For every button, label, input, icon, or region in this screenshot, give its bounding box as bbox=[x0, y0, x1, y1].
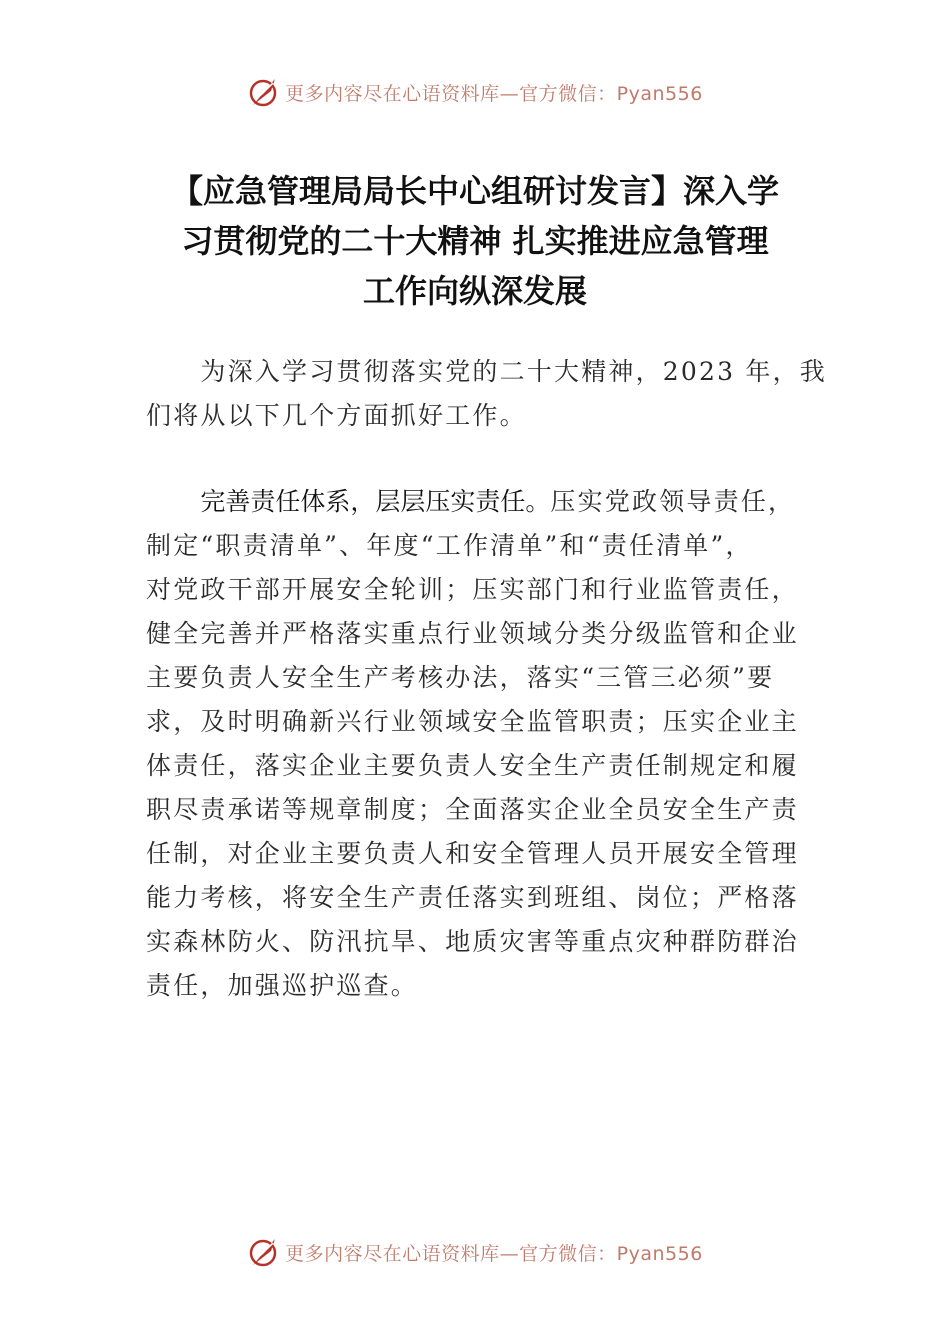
document-title bbox=[120, 166, 830, 316]
responsibility-paragraph bbox=[146, 480, 806, 1008]
paragraph-line: 们将从以下几个方面抓好工作。 bbox=[146, 401, 527, 430]
paragraph-line: 任制，对企业主要负责人和安全管理人员开展安全管理 bbox=[146, 839, 799, 868]
paragraph-line: 为深入学习贯彻落实党的二十大精神，2023 年，我 bbox=[146, 357, 827, 386]
footer-banner bbox=[0, 1232, 950, 1272]
paragraph-line: 健全完善并严格落实重点行业领域分类分级监管和企业 bbox=[146, 619, 799, 648]
banner-label: 更多内容尽在心语资料库—官方微信： bbox=[285, 82, 617, 105]
paragraph-line: 对党政干部开展安全轮训；压实部门和行业监管责任， bbox=[146, 575, 799, 604]
title-line: 工作向纵深发展 bbox=[362, 272, 587, 310]
paragraph-line: 实森林防火、防汛抗旱、地质灾害等重点灾种群防群治 bbox=[146, 927, 799, 956]
paragraph-line: 责任，加强巡护巡查。 bbox=[146, 971, 419, 1000]
quill-logo-icon bbox=[247, 75, 281, 109]
paragraph-line: 制定“职责清单”、年度“工作清单”和“责任清单”， bbox=[146, 531, 753, 560]
banner-wechat: Pyan556 bbox=[616, 82, 703, 105]
banner-text bbox=[285, 79, 703, 106]
title-line: 习贯彻党的二十大精神 扎实推进应急管理 bbox=[181, 222, 769, 260]
paragraph-line: 主要负责人安全生产考核办法，落实“三管三必须”要 bbox=[146, 663, 775, 692]
header-banner bbox=[0, 72, 950, 112]
paragraph-line: 职尽责承诺等规章制度；全面落实企业全员安全生产责 bbox=[146, 795, 799, 824]
paragraph-line: 能力考核，将安全生产责任落实到班组、岗位；严格落 bbox=[146, 883, 799, 912]
intro-paragraph bbox=[146, 350, 827, 438]
title-line: 【应急管理局局长中心组研讨发言】深入学 bbox=[170, 172, 779, 210]
banner-wechat: Pyan556 bbox=[616, 1242, 703, 1265]
section-first-line: 压实党政领导责任， bbox=[550, 487, 796, 516]
paragraph-line: 体责任，落实企业主要负责人安全生产责任制规定和履 bbox=[146, 751, 799, 780]
banner-label: 更多内容尽在心语资料库—官方微信： bbox=[285, 1242, 617, 1265]
paragraph-line: 求，及时明确新兴行业领域安全监管职责；压实企业主 bbox=[146, 707, 799, 736]
quill-logo-icon bbox=[247, 1235, 281, 1269]
banner-text bbox=[285, 1239, 703, 1266]
section-lead: 完善责任体系，层层压实责任。 bbox=[200, 487, 551, 516]
paragraph-line bbox=[146, 480, 806, 524]
